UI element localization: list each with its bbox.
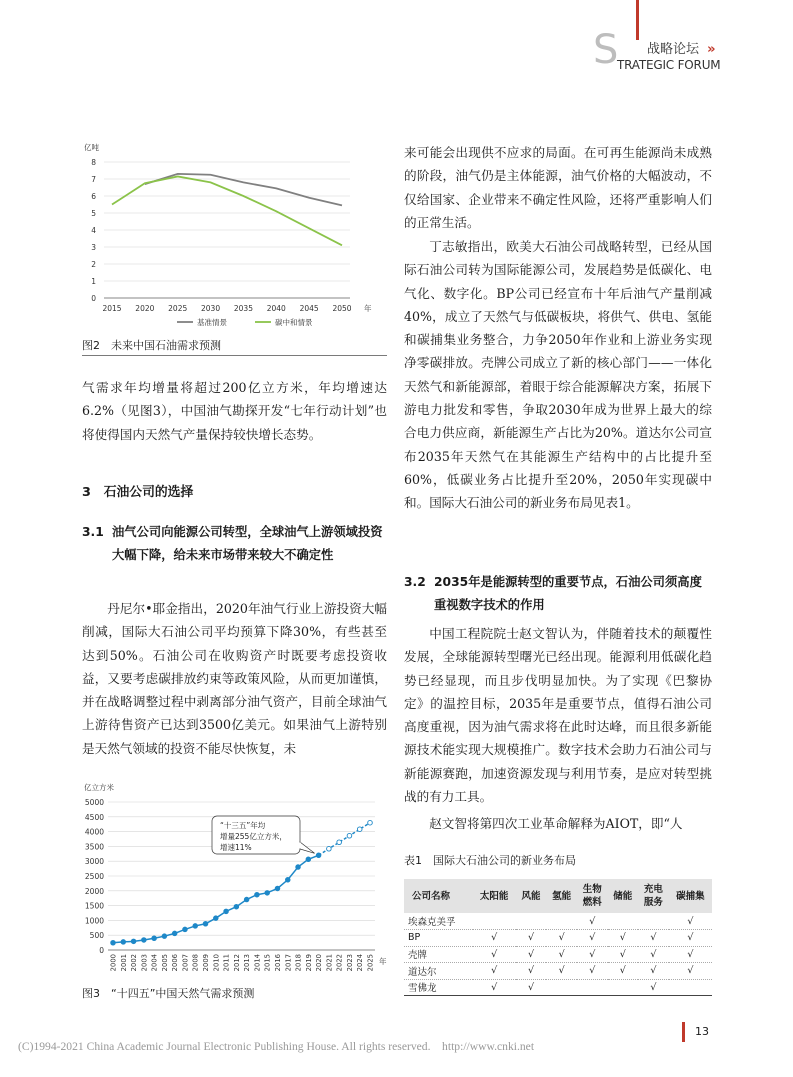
fig2-ytick: 0 bbox=[91, 294, 96, 303]
fig3-annotation-text: “十三五”年均 bbox=[220, 821, 266, 830]
fig3-history-point bbox=[172, 931, 177, 936]
fig3-xtick: 2012 bbox=[232, 954, 241, 972]
page-number: 13 bbox=[695, 1025, 709, 1038]
fig3-forecast-point bbox=[368, 820, 373, 825]
fig3-xtick: 2016 bbox=[273, 954, 282, 972]
table-check-cell bbox=[473, 913, 516, 930]
fig2-xtick: 2025 bbox=[168, 304, 188, 313]
fig3-xtick: 2000 bbox=[109, 954, 118, 972]
table-company-name: 壳牌 bbox=[404, 946, 473, 963]
fig2-xtick: 2015 bbox=[102, 304, 122, 313]
fig3-xtick: 2004 bbox=[150, 954, 159, 972]
fig3-history-point bbox=[255, 892, 260, 897]
fig3-history-point bbox=[203, 921, 208, 926]
cnki-watermark: (C)1994-2021 China Academic Journal Electronic Publishing House. All rights reserved. http://www.cnki.net bbox=[18, 1040, 535, 1053]
table-check-cell: √ bbox=[608, 963, 639, 980]
header-title-cn: 战略论坛 » bbox=[647, 42, 716, 57]
fig3-history-point bbox=[234, 904, 239, 909]
table-check-cell: √ bbox=[516, 946, 547, 963]
fig2-ytick: 3 bbox=[91, 243, 96, 252]
fig3-history-point bbox=[142, 938, 147, 943]
fig3-history-point bbox=[244, 897, 249, 902]
table-check-cell: √ bbox=[473, 930, 516, 947]
table-check-cell: √ bbox=[473, 979, 516, 996]
fig3-xtick: 2009 bbox=[202, 954, 211, 972]
fig3-annotation-text: 增速11% bbox=[220, 843, 252, 852]
table-check-cell: √ bbox=[516, 963, 547, 980]
fig2-ylabel: 亿吨 bbox=[84, 143, 99, 152]
fig3-history-point bbox=[152, 936, 157, 941]
fig3-xtick: 2022 bbox=[335, 954, 344, 972]
table-header-cell: 太阳能 bbox=[473, 879, 516, 913]
fig2-legend-label: 碳中和情景 bbox=[275, 318, 313, 327]
fig3-history-point bbox=[162, 934, 167, 939]
table-row bbox=[404, 913, 712, 930]
table-check-cell: √ bbox=[638, 946, 669, 963]
fig3-chart bbox=[82, 780, 387, 985]
fig3-xtick: 2014 bbox=[253, 954, 262, 972]
table-row bbox=[404, 963, 712, 980]
table-company-name: 雪佛龙 bbox=[404, 979, 473, 996]
fig3-forecast-point bbox=[347, 833, 352, 838]
header-arrows: » bbox=[707, 42, 716, 57]
fig2-divider bbox=[82, 355, 387, 356]
fig2-xtick: 2045 bbox=[299, 304, 319, 313]
fig3-history-point bbox=[111, 940, 116, 945]
table-check-cell bbox=[669, 979, 712, 996]
fig3-xtick: 2015 bbox=[263, 954, 272, 972]
fig3-annotation-joint bbox=[299, 843, 302, 849]
table-check-cell: √ bbox=[669, 946, 712, 963]
fig3-history-point bbox=[285, 877, 290, 882]
fig2-series-line bbox=[145, 174, 342, 205]
table-check-cell: √ bbox=[669, 913, 712, 930]
fig3-ytick: 1500 bbox=[84, 901, 104, 911]
header-title-en: TRATEGIC FORUM bbox=[617, 58, 721, 72]
fig3-xlabel: 年 bbox=[379, 957, 387, 966]
fig3-ytick: 4000 bbox=[84, 827, 104, 837]
fig3-xtick: 2011 bbox=[222, 954, 231, 972]
fig3-annotation-text: 增量255亿立方米， bbox=[220, 832, 287, 841]
fig3-history-line bbox=[113, 855, 319, 942]
footer-accent-bar bbox=[682, 1022, 685, 1042]
table-header-cell: 氢能 bbox=[546, 879, 577, 913]
fig2-xtick: 2040 bbox=[266, 304, 286, 313]
table-header-cell: 碳捕集 bbox=[669, 879, 712, 913]
fig3-ytick: 3000 bbox=[84, 857, 104, 867]
table-check-cell: √ bbox=[546, 963, 577, 980]
table-check-cell: √ bbox=[608, 946, 639, 963]
left-paragraph-1: 气需求年均增量将超过200亿立方米，年均增速达6.2%（见图3），中国油气勘探开发“七年行动计划”也将使得国内天然气产量保持较快增长态势。 bbox=[82, 380, 387, 442]
fig2-xtick: 2020 bbox=[135, 304, 155, 313]
table-check-cell bbox=[638, 913, 669, 930]
fig2-ytick: 7 bbox=[91, 175, 96, 184]
fig3-xtick: 2018 bbox=[294, 954, 303, 972]
right-paragraph-3: 中国工程院院士赵文智认为，伴随着技术的颠覆性发展，全球能源转型曙光已经出现。能源利用低碳化趋势已经显现，而且步伐明显加快。为了实现《巴黎协定》的温控目标，2035年是重要节点，值得石油公司高度重视，因为油气需求将在此时达峰，而且很多新能源技术能实现大规模推广。数字技术会助力石油公司与新能源赛跑，加速资源发现与利用节奏，是应对转型挑战的有力工具。 bbox=[404, 626, 712, 805]
table-row bbox=[404, 979, 712, 996]
right-paragraph-1: 来可能会出现供不应求的局面。在可再生能源尚未成熟的阶段，油气仍是主体能源，油气价格的大幅波动，不仅给国家、企业带来不确定性风险，还将严重影响人们的正常生活。 bbox=[404, 145, 712, 230]
fig3-xtick: 2021 bbox=[325, 954, 334, 972]
fig3-history-point bbox=[131, 939, 136, 944]
fig3-xtick: 2010 bbox=[212, 954, 221, 972]
table-check-cell: √ bbox=[577, 963, 608, 980]
fig3-xtick: 2002 bbox=[130, 954, 139, 972]
fig3-xtick: 2005 bbox=[160, 954, 169, 972]
table-row bbox=[404, 930, 712, 947]
fig2-series-line bbox=[112, 176, 342, 245]
table-header-cell: 充电 服务 bbox=[638, 879, 669, 913]
fig3-forecast-point bbox=[327, 846, 332, 851]
fig3-history-point bbox=[275, 886, 280, 891]
table-check-cell: √ bbox=[546, 930, 577, 947]
table-check-cell bbox=[577, 979, 608, 996]
header-accent-bar bbox=[636, 0, 639, 40]
table1-caption: 表1 国际大石油公司的新业务布局 bbox=[404, 854, 576, 867]
fig3-xtick: 2008 bbox=[191, 954, 200, 972]
fig3-history-point bbox=[121, 940, 126, 945]
fig3-xtick: 2013 bbox=[243, 954, 252, 972]
fig3-ytick: 2500 bbox=[84, 872, 104, 881]
table-header-company: 公司名称 bbox=[404, 879, 473, 913]
table-row bbox=[404, 946, 712, 963]
table-company-name: 道达尔 bbox=[404, 963, 473, 980]
header-big-letter: S bbox=[593, 27, 619, 73]
fig3-xtick: 2019 bbox=[304, 954, 313, 972]
fig3-forecast-point bbox=[337, 840, 342, 845]
fig3-forecast-line bbox=[319, 823, 370, 856]
fig2-caption: 图2 未来中国石油需求预测 bbox=[82, 339, 221, 352]
fig2-ytick: 5 bbox=[91, 209, 96, 218]
fig3-ytick: 2000 bbox=[84, 886, 104, 896]
fig2-ytick: 8 bbox=[91, 158, 96, 167]
fig2-ytick: 1 bbox=[91, 277, 96, 286]
fig3-history-point bbox=[183, 927, 188, 932]
fig3-ytick: 5000 bbox=[84, 798, 104, 807]
table-check-cell: √ bbox=[473, 963, 516, 980]
fig3-xtick: 2001 bbox=[119, 954, 128, 972]
table-check-cell: √ bbox=[577, 946, 608, 963]
fig3-ytick: 1000 bbox=[84, 916, 104, 926]
fig3-ytick: 500 bbox=[89, 931, 104, 941]
table-check-cell: √ bbox=[669, 963, 712, 980]
fig3-history-point bbox=[296, 865, 301, 870]
fig3-xtick: 2017 bbox=[284, 954, 293, 972]
fig2-ytick: 4 bbox=[91, 226, 96, 235]
business-table bbox=[404, 879, 712, 996]
table-check-cell bbox=[608, 979, 639, 996]
section-3-heading: 3 石油公司的选择 bbox=[82, 485, 194, 500]
fig2-ytick: 6 bbox=[91, 192, 96, 201]
table-header-cell: 风能 bbox=[516, 879, 547, 913]
fig3-ytick: 3500 bbox=[84, 842, 104, 852]
fig3-xtick: 2024 bbox=[356, 954, 365, 972]
fig3-ytick: 0 bbox=[99, 946, 104, 955]
table-check-cell: √ bbox=[638, 963, 669, 980]
table-check-cell bbox=[546, 979, 577, 996]
right-paragraph-2: 丁志敏指出，欧美大石油公司战略转型，已经从国际石油公司转为国际能源公司，发展趋势是低碳化、电气化、数字化。BP公司已经宣布十年后油气产量削减40%，成立了天然气与低碳板块，将供气、供电、氢能和碳捕集业务整合，力争2050年作业和上游业务实现净零碳排放。壳牌公司成立了新的核心部门——一体化天然气和新能源部，着眼于综合能源解决方案，拓展下游电力批发和零售，争取2030年成为世界上最大的综合电力供应商，新能源生产占比为20%。道达尔公司宣布2035年天然气在其能源生产结构中的占比提升至60%，低碳业务占比提升至20%，2050年实现碳中和。国际大石油公司的新业务布局见表1。 bbox=[404, 239, 712, 511]
table-check-cell: √ bbox=[546, 946, 577, 963]
subsection-3-1-heading: 3.1 油气公司向能源公司转型，全球油气上游领域投资大幅下降，给未来市场带来较大不确定性 bbox=[82, 525, 383, 563]
table-check-cell: √ bbox=[516, 930, 547, 947]
fig3-annotation-pointer bbox=[300, 842, 315, 853]
fig3-forecast-point bbox=[357, 827, 362, 832]
table-check-cell: √ bbox=[638, 930, 669, 947]
fig3-history-point bbox=[265, 891, 270, 896]
fig3-xtick: 2025 bbox=[366, 954, 375, 972]
fig3-ytick: 4500 bbox=[84, 812, 104, 822]
table-header-cell: 储能 bbox=[608, 879, 639, 913]
fig3-history-point bbox=[306, 857, 311, 862]
fig3-xtick: 2006 bbox=[171, 954, 180, 972]
table-company-name: BP bbox=[404, 930, 473, 947]
table-check-cell: √ bbox=[473, 946, 516, 963]
fig2-xtick: 2035 bbox=[233, 304, 253, 313]
table-check-cell bbox=[516, 913, 547, 930]
fig2-legend-label: 基准情景 bbox=[197, 318, 227, 327]
fig3-xtick: 2007 bbox=[181, 954, 190, 972]
fig2-xtick: 2030 bbox=[201, 304, 221, 313]
fig3-caption: 图3 “十四五”中国天然气需求预测 bbox=[82, 987, 255, 1000]
fig3-history-point bbox=[224, 909, 229, 914]
table-check-cell: √ bbox=[638, 979, 669, 996]
fig2-xlabel: 年 bbox=[364, 304, 372, 313]
table-check-cell: √ bbox=[577, 913, 608, 930]
table-check-cell bbox=[546, 913, 577, 930]
fig3-xtick: 2023 bbox=[345, 954, 354, 972]
fig2-chart bbox=[82, 140, 382, 335]
table1 bbox=[404, 879, 712, 996]
fig3-xtick: 2003 bbox=[140, 954, 149, 972]
fig3-xtick: 2020 bbox=[315, 954, 324, 972]
left-paragraph-2: 丹尼尔•耶金指出，2020年油气行业上游投资大幅削减，国际大石油公司平均预算下降30%，有些甚至达到50%。石油公司在收购资产时既要考虑投资收益，又要考虑碳排放约束等政策风险，从而更加谨慎，并在战略调整过程中剥离部分油气资产，目前全球油气上游待售资产已达到3500亿美元。如果油气上游特别是天然气领域的投资不能尽快恢复，未 bbox=[82, 601, 387, 756]
subsection-3-2-heading: 3.2 2035年是能源转型的重要节点，石油公司须高度重视数字技术的作用 bbox=[404, 575, 702, 613]
right-paragraph-4: 赵文智将第四次工业革命解释为AIOT，即“人 bbox=[429, 816, 683, 831]
table-check-cell: √ bbox=[669, 930, 712, 947]
fig3-history-point bbox=[193, 924, 198, 929]
fig2-ytick: 2 bbox=[91, 260, 96, 269]
table-check-cell: √ bbox=[577, 930, 608, 947]
table-check-cell: √ bbox=[516, 979, 547, 996]
fig2-xtick: 2050 bbox=[332, 304, 352, 313]
table-header-cell: 生物 燃料 bbox=[577, 879, 608, 913]
fig3-history-point bbox=[214, 916, 219, 921]
table-check-cell: √ bbox=[608, 930, 639, 947]
fig3-ylabel: 亿立方米 bbox=[84, 783, 114, 792]
table-company-name: 埃森克美孚 bbox=[404, 913, 473, 930]
table-check-cell bbox=[608, 913, 639, 930]
